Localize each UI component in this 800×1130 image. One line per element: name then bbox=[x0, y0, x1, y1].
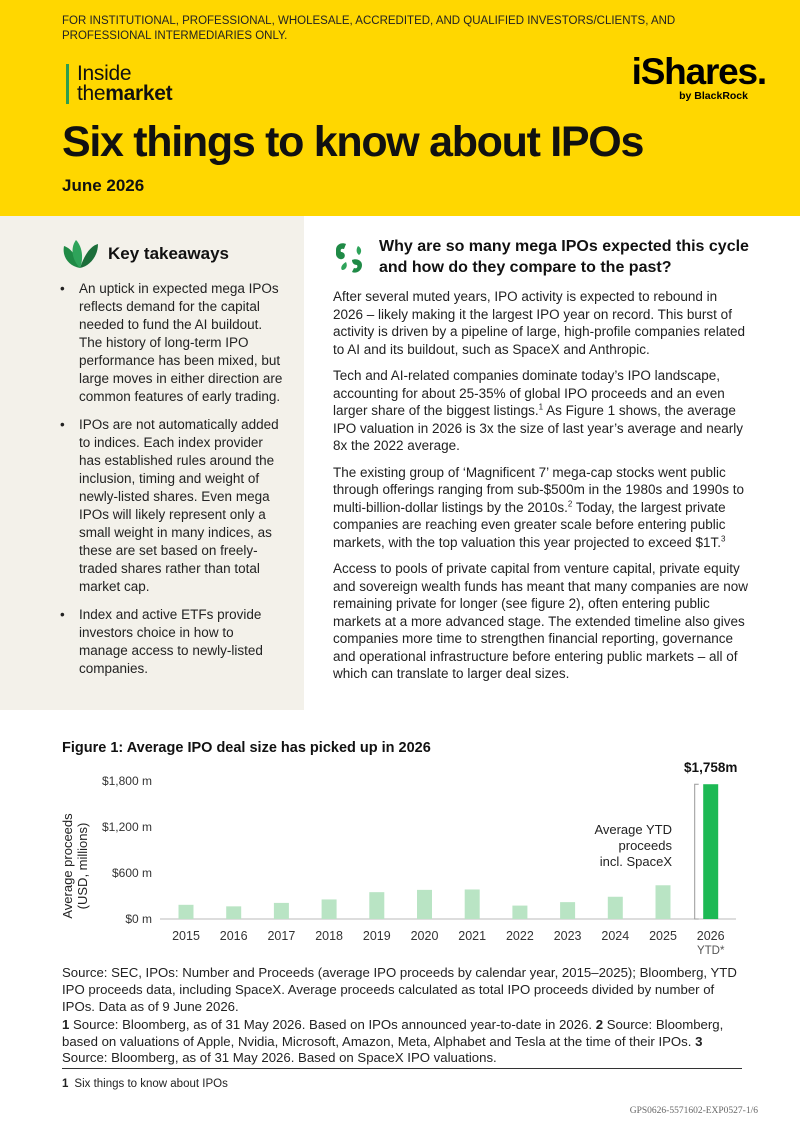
footnote-number: 2 bbox=[595, 1017, 604, 1032]
investor-disclaimer: FOR INSTITUTIONAL, PROFESSIONAL, WHOLESALE, ACCREDITED, AND QUALIFIED INVESTORS/CLIENTS, AND PROFESSIONAL INTERMEDIARIES ONLY. bbox=[62, 15, 676, 42]
footnote-number: 3 bbox=[695, 1033, 703, 1049]
y-tick-label: $1,800 m bbox=[101, 774, 152, 788]
section-body bbox=[333, 288, 748, 692]
x-tick-sublabel: YTD* bbox=[696, 945, 725, 957]
x-tick-label: 2023 bbox=[553, 929, 582, 943]
x-tick-label: 2017 bbox=[267, 929, 296, 943]
bar-2015 bbox=[179, 905, 194, 919]
annotation-bracket bbox=[695, 784, 699, 919]
footnote-text: Source: Bloomberg, as of 31 May 2026. Based on SpaceX IPO valuations. bbox=[62, 1050, 497, 1065]
bar-2018 bbox=[322, 899, 337, 919]
section-heading: Why are so many mega IPOs expected this cycle and how do they compare to the past? bbox=[379, 238, 749, 276]
brand-name: iShares. bbox=[631, 51, 766, 92]
bar-2025 bbox=[656, 885, 671, 919]
x-tick-label: 2020 bbox=[410, 929, 439, 943]
footnote-ref: 2 bbox=[567, 499, 573, 508]
footnote-text: Source: Bloomberg, based on valuations of Apple, Nvidia, Microsoft, Amazon, Meta, Alphabet and Tesla at the time of their IPOs. bbox=[62, 1017, 724, 1049]
ipo-deal-size-chart bbox=[0, 756, 800, 968]
y-tick-label: $0 m bbox=[125, 912, 152, 926]
bar-2021 bbox=[465, 889, 480, 919]
paragraph-text: Today, the largest private companies are reaching even greater scale before entering public markets, with the top valuation this year projected to exceed $1T. bbox=[333, 499, 726, 550]
y-tick-label: $1,200 m bbox=[101, 820, 152, 834]
figure-source: Source: SEC, IPOs: Number and Proceeds (average IPO proceeds by calendar year, 2015–2025); Bloomberg, YTD IPO proceeds data, including SpaceX. Average proceeds calculated as total IPO proceeds divided by number of IPOs. Data as of 9 June 2026. bbox=[62, 965, 737, 1014]
series-line-2 bbox=[77, 84, 172, 104]
annotation-text: proceeds bbox=[618, 838, 672, 853]
quote-bubble-icon bbox=[332, 240, 368, 276]
y-axis-label: Average proceeds(USD, millions) bbox=[60, 813, 90, 919]
leaf-fan-icon bbox=[60, 238, 100, 270]
footnote-ref: 3 bbox=[720, 534, 726, 543]
bar-2016 bbox=[226, 906, 241, 919]
bar-2020 bbox=[417, 890, 432, 919]
footer-title: Six things to know about IPOs bbox=[74, 1078, 228, 1090]
bar-2019 bbox=[369, 892, 384, 919]
footnote-number: 1 bbox=[62, 1017, 70, 1032]
page-footer bbox=[62, 1078, 228, 1090]
x-tick-label: 2022 bbox=[505, 929, 534, 943]
page-title: Six things to know about IPOs bbox=[62, 118, 644, 166]
paragraph: Access to pools of private capital from venture capital, private equity and sovereign wealth funds has meant that many companies are now remaining private for longer (see figure 2), often entering public markets at a more advanced stage. The extended timeline also gives companies more time to strengthen financial reporting, governance and operational infrastructure before entering public markets – all of which can translate to larger deal sizes. bbox=[333, 561, 748, 681]
key-takeaways-heading: Key takeaways bbox=[108, 244, 229, 263]
x-tick-label: 2021 bbox=[458, 929, 487, 943]
page-number: 1 bbox=[62, 1078, 69, 1090]
bar-2022 bbox=[512, 906, 527, 919]
paragraph-text: Tech and AI-related companies dominate today’s IPO landscape, accounting for about 25-35% of global IPO proceeds and an even larger share of the biggest listings. bbox=[333, 368, 725, 418]
x-tick-label: 2018 bbox=[315, 929, 344, 943]
brand-byline: by BlackRock bbox=[679, 90, 748, 102]
series-line-2-bold: market bbox=[105, 82, 173, 105]
list-item: • An uptick in expected mega IPOs reflects demand for the capital needed to fund the AI buildout. The history of long-term IPO performance has been mixed, but large moves in either direction are common features of early trading. bbox=[60, 280, 284, 406]
x-tick-label: 2015 bbox=[172, 929, 200, 943]
footnote-text: Source: Bloomberg, as of 31 May 2026. Based on IPOs announced year-to-date in 2026. bbox=[69, 1017, 596, 1032]
ishares-logo bbox=[626, 51, 766, 102]
paragraph bbox=[333, 367, 748, 455]
series-line-1: Inside bbox=[77, 62, 132, 85]
bar-2017 bbox=[274, 903, 289, 919]
series-line-2-prefix: the bbox=[77, 82, 106, 105]
paragraph-text: As Figure 1 shows, the average IPO valuation in 2026 is 3x the size of last year’s average and nearly 8x the 2022 average. bbox=[333, 403, 743, 453]
bar-2026 bbox=[703, 784, 718, 919]
paragraph bbox=[333, 464, 748, 552]
x-tick-label: 2025 bbox=[649, 929, 677, 943]
paragraph-text: The existing group of ‘Magnificent 7’ mega-cap stocks went public through offerings ranging from sub-$500m in the 1980s and 1990s to multi-billion-dollar listings by the 2010s. bbox=[333, 464, 745, 515]
annotation-text: Average YTD bbox=[594, 822, 672, 837]
x-tick-label: 2019 bbox=[362, 929, 391, 943]
bar-2023 bbox=[560, 902, 575, 919]
footnotes bbox=[62, 1017, 742, 1067]
y-tick-label: $600 m bbox=[111, 866, 152, 880]
annotation-text: incl. SpaceX bbox=[599, 854, 672, 869]
bar-2024 bbox=[608, 897, 623, 919]
key-takeaways-list bbox=[60, 280, 284, 688]
x-tick-label: 2016 bbox=[219, 929, 248, 943]
document-code: GPS0626-5571602-EXP0527-1/6 bbox=[629, 1106, 758, 1116]
paragraph: After several muted years, IPO activity is expected to rebound in 2026 – likely making it the largest IPO year on record. This burst of activity is driven by a pipeline of large, high-profile companies related to AI and its buildout, such as SpaceX and Anthropic. bbox=[333, 289, 745, 357]
x-tick-label: 2026 bbox=[696, 929, 725, 943]
publication-date: June 2026 bbox=[62, 176, 145, 195]
list-item: • IPOs are not automatically added to indices. Each index provider has established rules around the inclusion, timing and weight of newly-listed shares. Even mega IPOs will likely represent only a small weight in many indices, as these are set based on freely-traded shares rather than total market cap. bbox=[60, 416, 284, 596]
list-item: • Index and active ETFs provide investors choice in how to manage access to newly-listed companies. bbox=[60, 606, 284, 678]
series-logo bbox=[66, 64, 172, 104]
footer-divider bbox=[62, 1068, 742, 1069]
footnote-ref: 1 bbox=[538, 402, 544, 412]
figure-title: Figure 1: Average IPO deal size has picked up in 2026 bbox=[62, 740, 431, 756]
highlight-value-label: $1,758m bbox=[684, 760, 738, 775]
x-tick-label: 2024 bbox=[601, 929, 630, 943]
